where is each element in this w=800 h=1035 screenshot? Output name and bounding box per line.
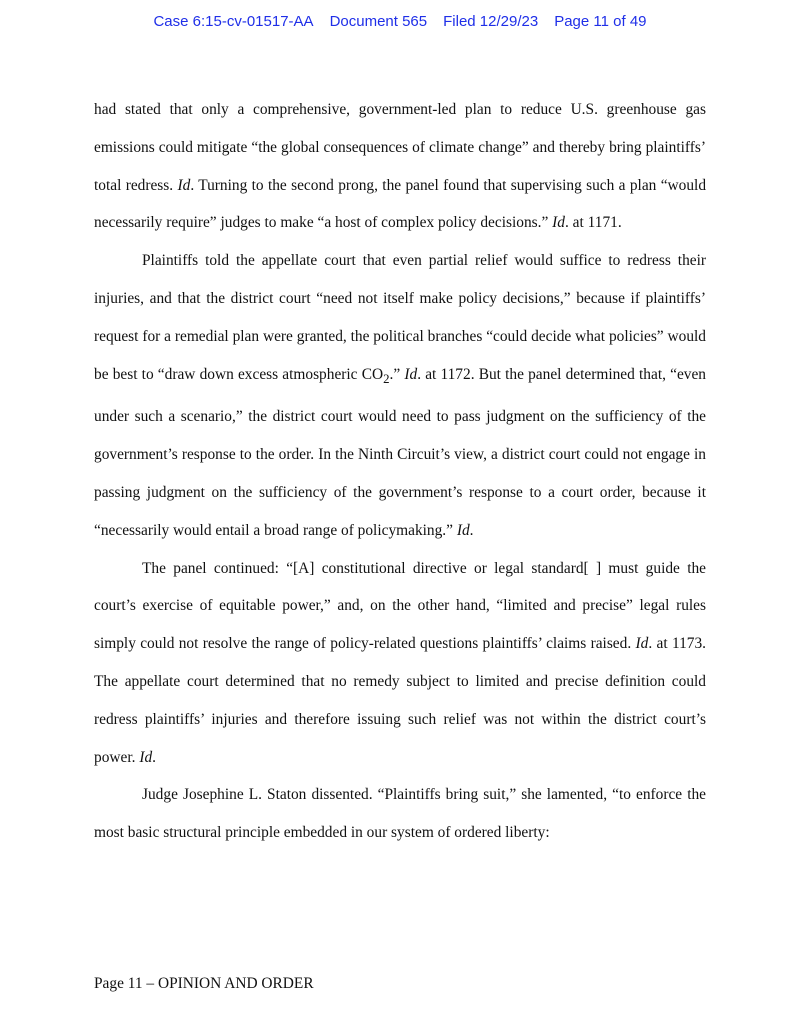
text-run: . Turning to the second prong, the panel found that supervising such a plan “would necessarily require” judges to make “a host of complex policy decisions.” [94, 176, 707, 232]
citation-id: Id [177, 176, 191, 194]
page-count: Page 11 of 49 [554, 13, 647, 30]
filing-header [0, 13, 800, 30]
text-run: The panel continued: “[A] constitutional directive or legal standard[ ] must guide the court’s exercise of equitable power,” and, on the other hand, “limited and precise” legal rules simply could not resolve the range of policy-related questions plaintiffs’ claims raised. [94, 559, 706, 653]
text-run: Plaintiffs told the appellate court that even partial relief would suffice to redress their injuries, and that the district court “need not itself make policy decisions,” because if plaintiffs’ request for a remedial plan were granted, the political branches “could decide what policies” would be best to “draw down excess atmospheric CO [94, 252, 706, 383]
citation-id: Id [456, 521, 470, 539]
filed-date: Filed 12/29/23 [443, 13, 539, 30]
citation-id: Id [635, 635, 649, 653]
paragraph-2 [94, 242, 706, 549]
document-number: Document 565 [329, 13, 428, 30]
page-footer: Page 11 – OPINION AND ORDER [94, 975, 314, 992]
citation-id: Id [404, 365, 418, 383]
case-number: Case 6:15-cv-01517-AA [153, 13, 314, 30]
citation-id: Id [552, 214, 565, 232]
paragraph-3 [94, 550, 706, 777]
text-run: . at 1172. But the panel determined that, “even under such a scenario,” the district court would need to pass judgment on the sufficiency of the government’s response to the order. In the Ninth Circuit’s view, a district court could not engage in passing judgment on the sufficiency of the government’s response to a court order, because it “necessarily would entail a broad range of policymaking.” [94, 365, 706, 539]
paragraph-4: Judge Josephine L. Staton dissented. “Plaintiffs bring suit,” she lamented, “to enforce the most basic structural principle embedded in our system of ordered liberty: [94, 786, 706, 842]
citation-id: Id [139, 748, 153, 766]
opinion-body [94, 91, 706, 852]
text-run: had stated that only a comprehensive, government-led plan to reduce U.S. greenhouse gas emissions could mitigate “the global consequences of climate change” and thereby bring plaintiffs’ total redress. [94, 101, 706, 194]
text-run: . at 1171. [564, 214, 622, 232]
text-run: . [152, 748, 156, 766]
text-run: .” [389, 365, 405, 383]
text-run: . at 1173. The appellate court determined that no remedy subject to limited and precise definition could redress plaintiffs’ injuries and therefore issuing such relief was not within the district court’s power. [94, 635, 706, 766]
text-run: . [469, 521, 474, 539]
paragraph-1 [94, 91, 706, 242]
subscript: 2 [383, 371, 390, 386]
